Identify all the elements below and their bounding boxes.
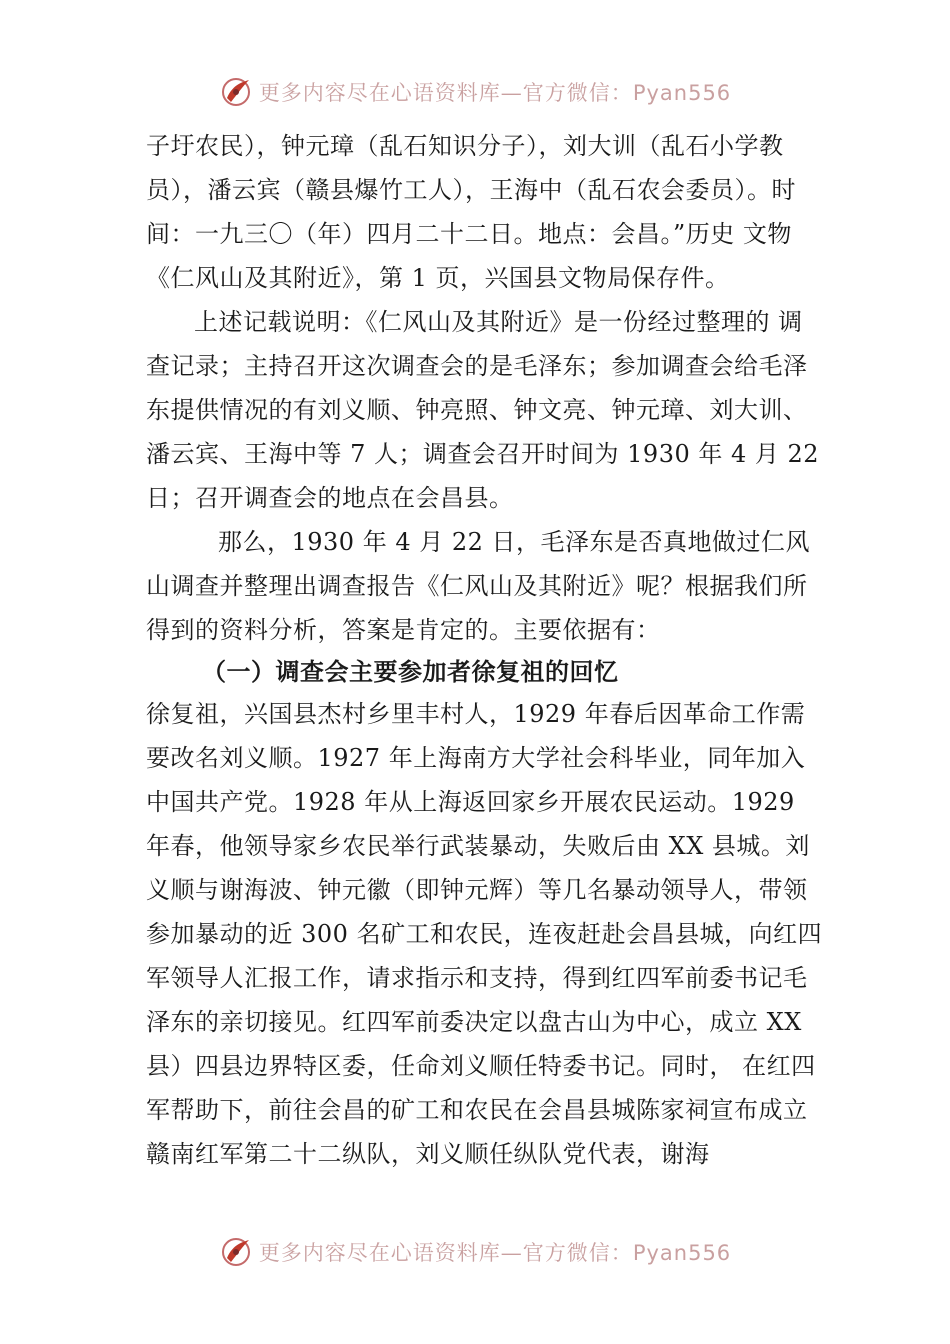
logo-icon	[219, 74, 255, 110]
footer-watermark-banner	[0, 1230, 950, 1274]
header-watermark-banner	[0, 70, 950, 114]
logo-icon	[219, 1234, 255, 1270]
document-body	[146, 124, 826, 1176]
watermark-text: 更多内容尽在心语资料库—官方微信：Pyan556	[258, 1241, 732, 1265]
paragraph: 上述记载说明：《仁风山及其附近》是一份经过整理的 调查记录；主持召开这次调查会的是毛泽东；参加调查会给毛泽东提供情况的有刘义顺、钟亮照、钟文亮、钟元璋、刘大训、潘云宾、王海中等 7 人；调查会召开时间为 1930 年 4 月 22 日；召开调查会的地点在会昌县。	[146, 308, 820, 512]
paragraph: 那么，1930 年 4 月 22 日，毛泽东是否真地做过仁风山调查并整理出调查报告《仁风山及其附近》呢？根据我们所得到的资料分析，答案是肯定的。主要依据有：	[146, 528, 811, 644]
paragraph: 徐复祖，兴国县杰村乡里丰村人，1929 年春后因革命工作需要改名刘义顺。1927 年上海南方大学社会科毕业，同年加入中国共产党。1928 年从上海返回家乡开展农民运动。1929 年春，他领导家乡农民举行武装暴动，失败后由 XX 县城。刘义顺与谢海波、钟元徽（即钟元辉）等几名暴动领导人，带领参加暴动的近 300 名矿工和农民，连夜赶赴会昌县城，向红四军领导人汇报工作，请求指示和支持，得到红四军前委书记毛泽东的亲切接见。红四军前委决定以盘古山为中心，成立 XX 县）四县边界特区委，任命刘义顺任特委书记。同时， 在红四军帮助下，前往会昌的矿工和农民在会昌县城陈家祠宣布成立赣南红军第二十二纵队，刘义顺任纵队党代表，谢海	[146, 700, 823, 1168]
section-heading: （一）调查会主要参加者徐复祖的回忆	[202, 658, 619, 686]
watermark-text: 更多内容尽在心语资料库—官方微信：Pyan556	[258, 81, 732, 105]
paragraph: 子圩农民），钟元璋（乱石知识分子），刘大训（乱石小学教员），潘云宾（赣县爆竹工人），王海中（乱石农会委员）。时间：一九三〇（年）四月二十二日。地点：会昌。”历史 文物《仁风山及其附近》，第 1 页，兴国县文物局保存件。	[146, 132, 796, 292]
